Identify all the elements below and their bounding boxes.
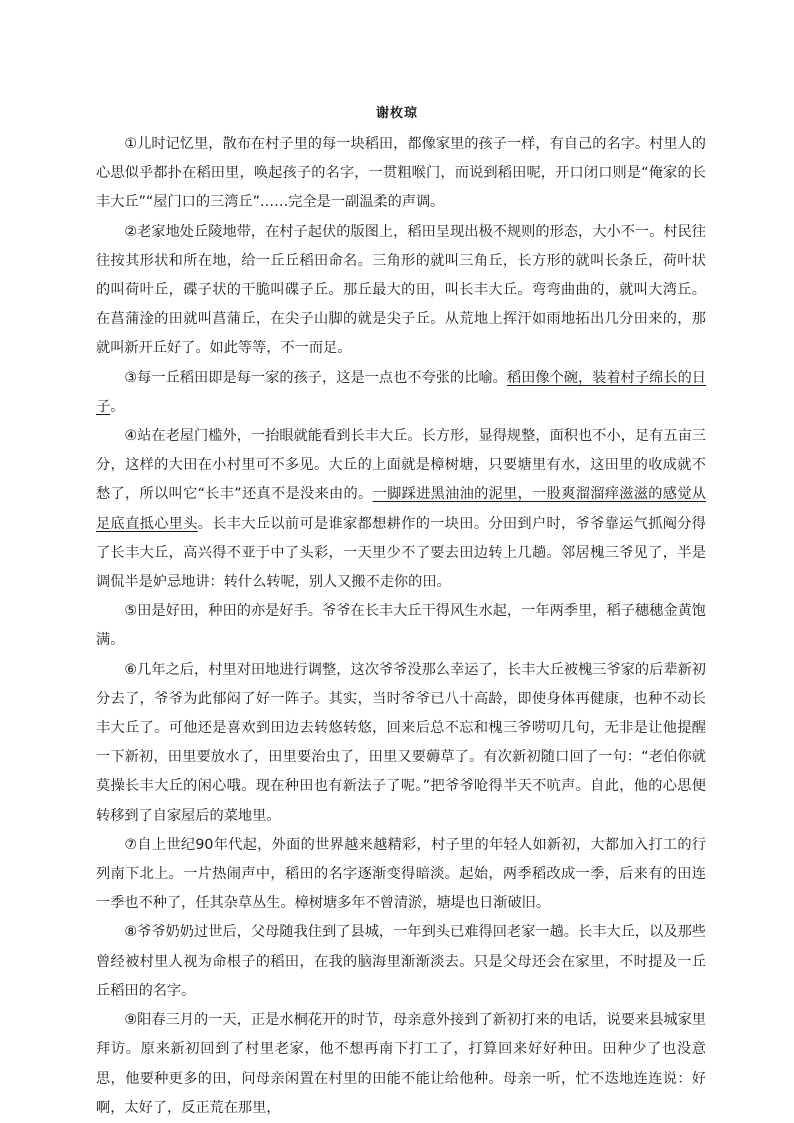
paragraph-text: ①儿时记忆里，散布在村子里的每一块稻田，都像家里的孩子一样，有自己的名字。村里人的心思似乎都扑在稻田里，唤起孩子的名字，一贯粗喉门，而说到稻田呢，开口闭口则是“俺家的长丰大丘”“屋门口的三湾丘”……完全是一副温柔的声调。	[96, 136, 706, 211]
paragraph-text: ⑤田是好田，种田的亦是好手。爷爷在长丰大丘干得风生水起，一年两季里，稻子穗穗金黄饱满。	[96, 603, 706, 649]
paragraph-text: 。	[110, 398, 125, 415]
paragraph-2	[96, 218, 706, 364]
paragraph-text: ⑥几年之后，村里对田地进行调整，这次爷爷没那么幸运了，长丰大丘被槐三爷家的后辈新初分去了，爷爷为此郁闷了好一阵子。其实，当时爷爷已八十高龄，即使身体再健康，也种不动长丰大丘了。可他还是喜欢到田边去转悠转悠，回来后总不忘和槐三爷唠叨几句，无非是让他提醒一下新初，田里要放水了，田里要治虫了，田里又要薅草了。有次新初随口回了一句：“老伯你就莫操长丰大丘的闲心哦。现在种田也有新法子了呢。”把爷爷呛得半天不吭声。自此，他的心思便转移到了自家屋后的菜地里。	[96, 661, 706, 824]
paragraph-text: ③每一丘稻田即是每一家的孩子，这是一点也不夸张的比喻。	[124, 369, 507, 386]
paragraph-text: ⑨阳春三月的一天，正是水桐花开的时节，母亲意外接到了新初打来的电话，说要来县城家里拜访。原来新初回到了村里老家，他不想再南下打工了，打算回来好好种田。田种少了也没意思，他要种更多的田，问母亲闲置在村里的田能不能让给他种。母亲一听，忙不迭地连连说：好啊，太好了，反正荒在那里，	[96, 1012, 706, 1116]
paragraph-1	[96, 130, 706, 218]
paragraph-text: ⑦自上世纪90年代起，外面的世界越来越精彩，村子里的年轻人如新初，大都加入打工的行列南下北上。一片热闹声中，稻田的名字逐渐变得暗淡。起始，两季稻改成一季，后来有的田连一季也不种了，任其杂草丛生。樟树塘多年不曾清淤，塘堤也日渐破旧。	[96, 836, 706, 912]
paragraph-6	[96, 656, 706, 831]
paragraph-5	[96, 597, 706, 655]
paragraph-4	[96, 422, 706, 597]
paragraph-8	[96, 918, 706, 1006]
underlined-text: 稻田像个碗，装着村子绵长的日子	[96, 369, 706, 415]
paragraph-text: ②老家地处丘陵地带，在村子起伏的版图上，稻田呈现出极不规则的形态，大小不一。村民往往按其形状和所在地，给一丘丘稻田命名。三角形的就叫三角丘，长方形的就叫长条丘，荷叶状的叫荷叶丘，碟子状的干脆叫碟子丘。那丘最大的田，叫长丰大丘。弯弯曲曲的，就叫大湾丘。在菖蒲淦的田就叫菖蒲丘，在尖子山脚的就是尖子丘。从荒地上挥汗如雨地拓出几分田来的，那就叫新开丘好了。如此等等，不一而足。	[96, 223, 706, 357]
paragraph-9	[96, 1006, 706, 1123]
paragraph-3	[96, 364, 706, 422]
paragraph-7	[96, 831, 706, 919]
paragraph-text: ④站在老屋门槛外，一抬眼就能看到长丰大丘。长方形，显得规整，面积也不小，足有五亩三分，这样的大田在小村里可不多见。大丘的上面就是樟树塘，只要塘里有水，这田里的收成就不愁了，所以叫它“长丰”还真不是没来由的。	[96, 428, 706, 503]
underlined-text: 一脚踩进黑油油的泥里，一股爽溜溜痒滋滋的感觉从足底直抵心里头	[96, 486, 706, 532]
paragraph-text: ⑧爷爷奶奶过世后，父母随我住到了县城，一年到头已难得回老家一趟。长丰大丘，以及那些曾经被村里人视为命根子的稻田，在我的脑海里渐渐淡去。只是父母还会在家里，不时提及一丘丘稻田的名字。	[96, 924, 706, 999]
article-body	[96, 130, 706, 1123]
paragraph-text: 。长丰大丘以前可是谁家都想耕作的一块田。分田到户时，爷爷靠运气抓阄分得了长丰大丘，高兴得不亚于中了头彩，一天里少不了要去田边转上几趟。邻居槐三爷见了，半是调侃半是妒忌地讲：转什么转呢，别人又搬不走你的田。	[96, 515, 706, 591]
article-author: 谢枚琼	[375, 106, 418, 121]
